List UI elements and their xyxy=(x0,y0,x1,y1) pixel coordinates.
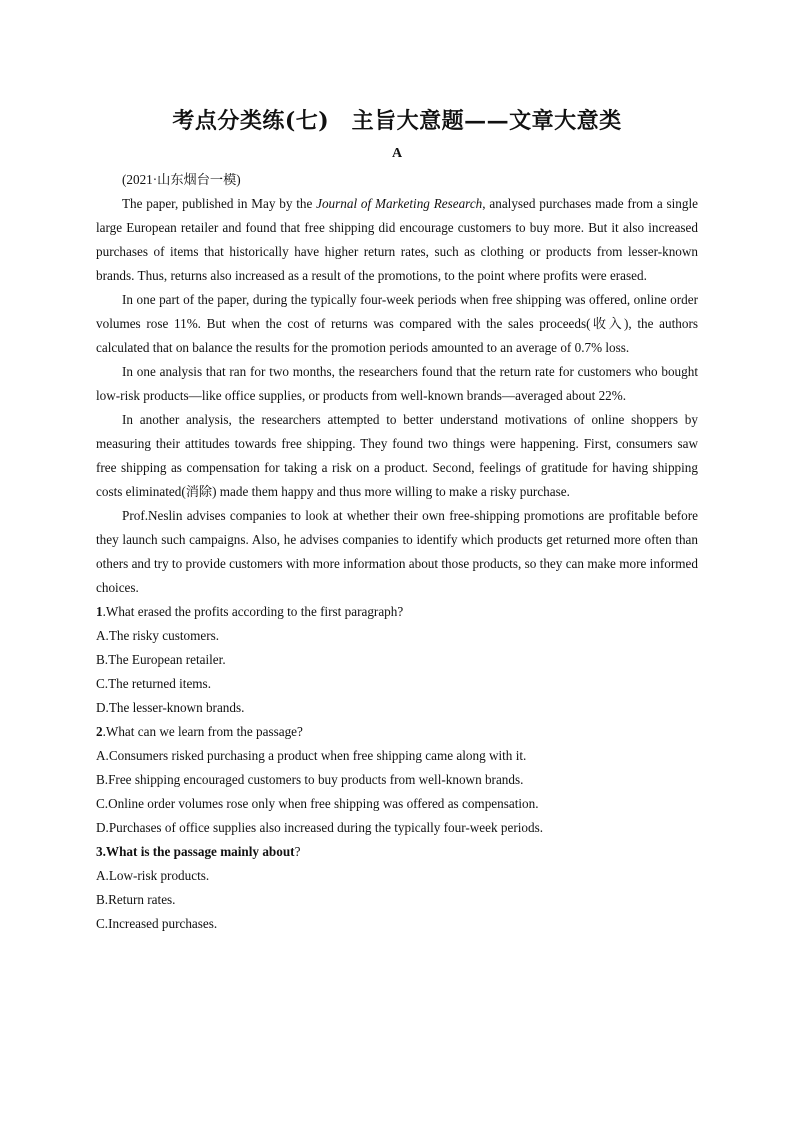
passage-paragraph-5: Prof.Neslin advises companies to look at whether their own free-shipping promotions are profitable before they launch such campaigns. Also, he advises companies to identify which products get returned more often than others and try to provide customers with more information about those products, so they can make more informed choices. xyxy=(96,508,698,595)
paragraph-text: The paper, published in May by the xyxy=(122,196,317,211)
question-number: 3 xyxy=(96,844,103,859)
option-3b: B.Return rates. xyxy=(96,892,176,907)
option-1c: C.The returned items. xyxy=(96,676,211,691)
option-1b: B.The European retailer. xyxy=(96,652,226,667)
question-text: .What can we learn from the passage? xyxy=(102,724,303,739)
option-2a: A.Consumers risked purchasing a product when free shipping came along with it. xyxy=(96,748,527,763)
question-text: .What is the passage mainly about xyxy=(102,844,295,859)
content-body xyxy=(96,168,698,936)
passage-paragraph-3: In one analysis that ran for two months, the researchers found that the return rate for customers who bought low-risk products—like office supplies, or products from well-known brands—averaged about 22%. xyxy=(96,364,698,403)
journal-name: Journal of Marketing Research xyxy=(316,196,483,211)
source-note: (2021·山东烟台一模) xyxy=(122,172,241,187)
passage-paragraph-2: In one part of the paper, during the typically four-week periods when free shipping was offered, online order volumes rose 11%. But when the cost of returns was compared with the sales proceeds(收入), the authors calculated that on balance the results for the promotion periods amounted to an average of 0.7% loss. xyxy=(96,292,698,355)
option-3c: C.Increased purchases. xyxy=(96,916,218,931)
passage-paragraph-1 xyxy=(96,192,698,288)
option-2c: C.Online order volumes rose only when free shipping was offered as compensation. xyxy=(96,796,539,811)
option-3a: A.Low-risk products. xyxy=(96,868,210,883)
option-1d: D.The lesser-known brands. xyxy=(96,700,245,715)
question-3 xyxy=(96,840,698,864)
option-2d: D.Purchases of office supplies also increased during the typically four-week periods. xyxy=(96,820,544,835)
page-title: 考点分类练(七) 主旨大意题——文章大意类 xyxy=(172,108,622,134)
question-2 xyxy=(96,720,698,744)
question-mark: ? xyxy=(294,844,301,859)
option-1a: A.The risky customers. xyxy=(96,628,220,643)
paragraph-text: , analysed purchases made from a single large European retailer and found that free shipping did encourage customers to buy more. But it also increased purchases of items that historically have higher return rates, such as clothing or products from lesser-known brands. Thus, returns also increased as a result of the promotions, to the point where profits were erased. xyxy=(96,196,698,283)
question-number: 2 xyxy=(96,724,103,739)
question-text: .What erased the profits according to the first paragraph? xyxy=(102,604,404,619)
option-2b: B.Free shipping encouraged customers to buy products from well-known brands. xyxy=(96,772,524,787)
section-label: A xyxy=(391,146,403,161)
question-number: 1 xyxy=(96,604,103,619)
passage-paragraph-4: In another analysis, the researchers attempted to better understand motivations of online shoppers by measuring their attitudes towards free shipping. They found two things were happening. First, consumers saw free shipping as compensation for taking a risk on a product. Second, feelings of gratitude for having shipping costs eliminated(消除) made them happy and thus more willing to make a risky purchase. xyxy=(96,412,698,499)
question-1 xyxy=(96,600,698,624)
